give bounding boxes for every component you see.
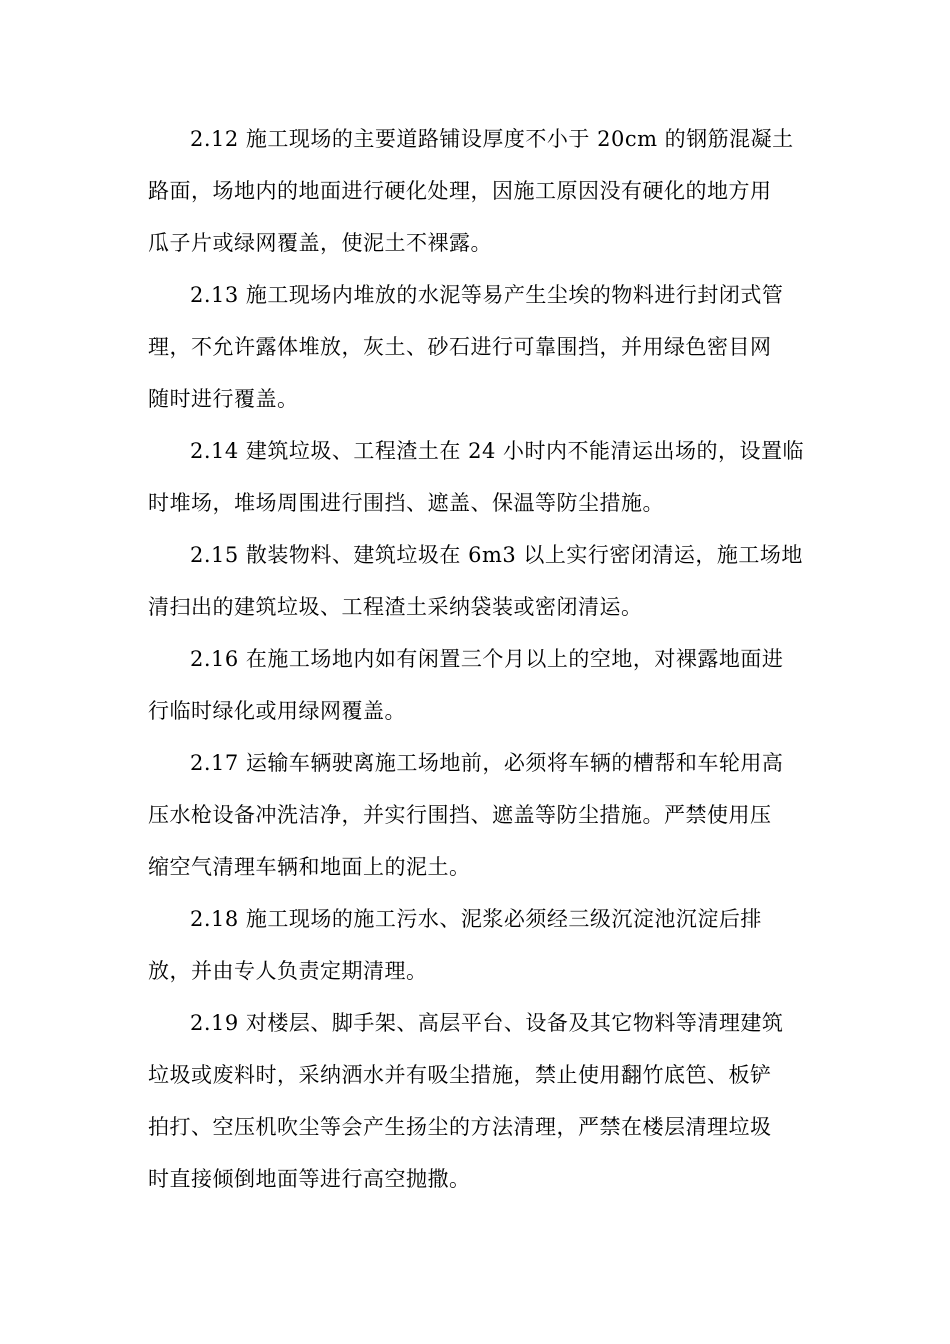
text-line: 放，并由专人负责定期清理。 — [148, 959, 428, 983]
text-line: 2.17 运输车辆驶离施工场地前，必须将车辆的槽帮和车轮用高 — [190, 751, 784, 775]
text-line: 行临时绿化或用绿网覆盖。 — [148, 699, 406, 723]
paragraph-2-14 — [148, 425, 808, 529]
paragraph-2-16 — [148, 633, 808, 737]
paragraph-2-18 — [148, 893, 808, 997]
text-line: 路面，场地内的地面进行硬化处理，因施工原因没有硬化的地方用 — [148, 179, 772, 203]
text-line: 缩空气清理车辆和地面上的泥土。 — [148, 855, 471, 879]
text-line: 瓜子片或绿网覆盖，使泥土不裸露。 — [148, 231, 492, 255]
text-line: 2.13 施工现场内堆放的水泥等易产生尘埃的物料进行封闭式管 — [190, 283, 784, 307]
text-line: 随时进行覆盖。 — [148, 387, 299, 411]
text-line: 清扫出的建筑垃圾、工程渣土采纳袋装或密闭清运。 — [148, 595, 643, 619]
text-line: 2.16 在施工场地内如有闲置三个月以上的空地，对裸露地面进 — [190, 647, 784, 671]
paragraph-2-19 — [148, 997, 808, 1205]
paragraph-2-13 — [148, 269, 808, 425]
text-line: 时直接倾倒地面等进行高空抛撒。 — [148, 1167, 471, 1191]
text-line: 时堆场，堆场周围进行围挡、遮盖、保温等防尘措施。 — [148, 491, 664, 515]
text-line: 2.18 施工现场的施工污水、泥浆必须经三级沉淀池沉淀后排 — [190, 907, 762, 931]
text-line: 垃圾或废料时，采纳洒水并有吸尘措施，禁止使用翻竹底笆、板铲 — [148, 1063, 772, 1087]
text-line: 理，不允许露体堆放，灰土、砂石进行可靠围挡，并用绿色密目网 — [148, 335, 772, 359]
text-line: 压水枪设备冲洗洁净，并实行围挡、遮盖等防尘措施。严禁使用压 — [148, 803, 772, 827]
text-line: 拍打、空压机吹尘等会产生扬尘的方法清理，严禁在楼层清理垃圾 — [148, 1115, 772, 1139]
paragraph-2-15 — [148, 529, 808, 633]
text-line: 2.14 建筑垃圾、工程渣土在 24 小时内不能清运出场的，设置临 — [190, 439, 805, 463]
text-line: 2.19 对楼层、脚手架、高层平台、设备及其它物料等清理建筑 — [190, 1011, 784, 1035]
text-line: 2.15 散装物料、建筑垃圾在 6m3 以上实行密闭清运，施工场地 — [190, 543, 803, 567]
paragraph-2-12 — [148, 113, 808, 269]
paragraph-2-17 — [148, 737, 808, 893]
document-body — [148, 113, 808, 1205]
text-line: 2.12 施工现场的主要道路铺设厚度不小于 20cm 的钢筋混凝土 — [190, 127, 794, 151]
